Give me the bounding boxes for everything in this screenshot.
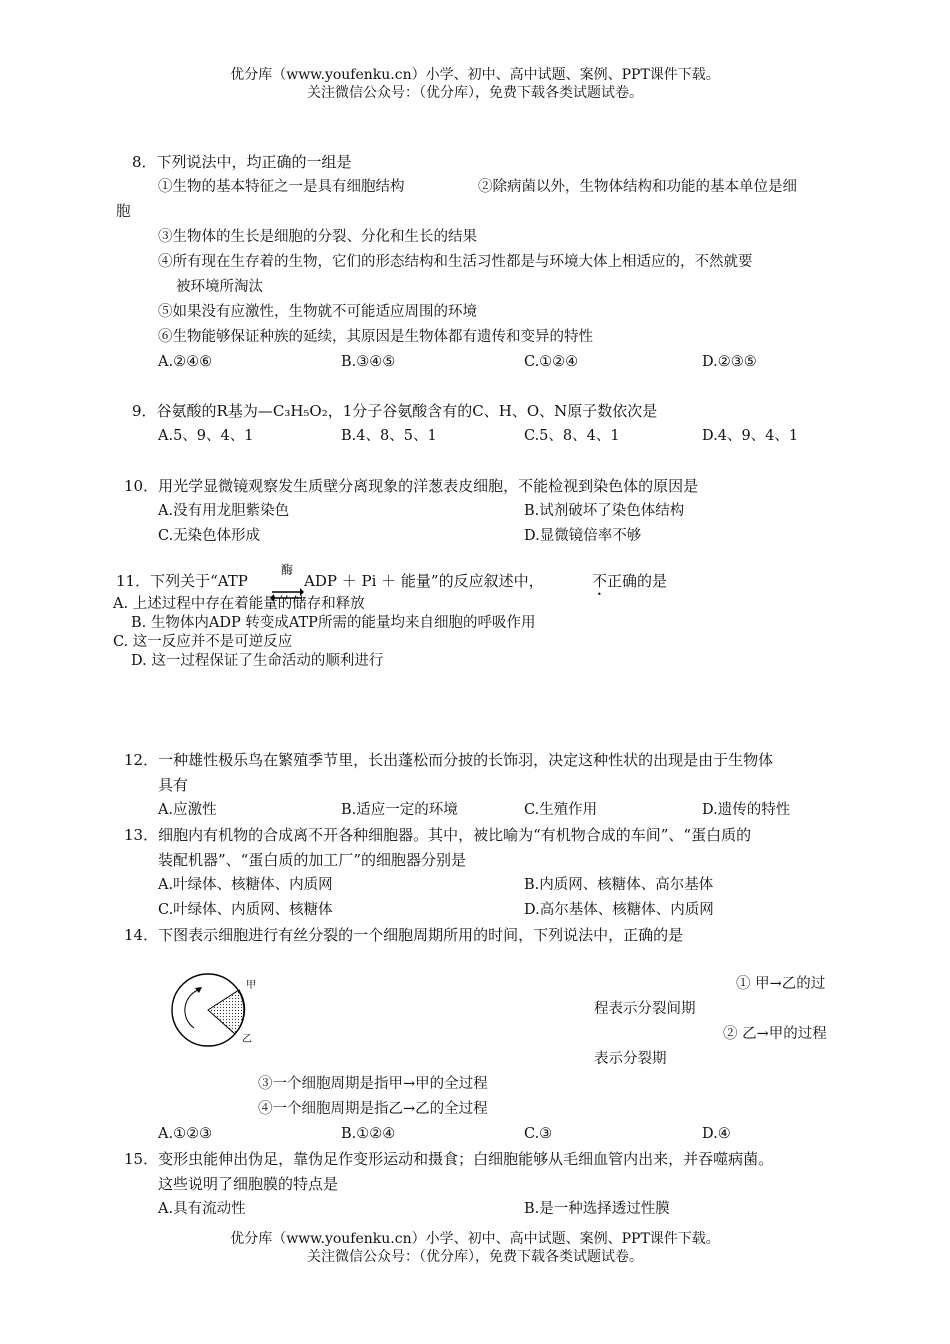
cell-cycle-diagram [168,970,268,1050]
label-jia: 甲 [246,980,256,991]
q8-statement-2: ②除病菌以外，生物体结构和功能的基本单位是细 [478,179,797,195]
q10-option-c: C.无染色体形成 [158,528,261,544]
q11-option-c: C. 这一反应并不是可逆反应 [113,634,293,650]
q13-option-d: D.高尔基体、核糖体、内质网 [524,902,714,918]
q14-option-a: A.①②③ [158,1126,213,1142]
q12-option-a: A.应激性 [158,802,217,818]
q9-option-d: D.4、9、4、1 [702,428,799,444]
header-line-1: 优分库（www.youfenku.cn）小学、初中、高中试题、案例、PPT课件下载。 [230,67,720,83]
q11-option-a: A. 上述过程中存在着能量的储存和释放 [113,596,365,612]
q9-option-b: B.4、8、5、1 [341,428,437,444]
q12-option-d: D.遗传的特性 [702,802,791,818]
q14-statement-1-cont: 程表示分裂间期 [594,1001,696,1017]
q10-option-b: B.试剂破坏了染色体结构 [524,503,685,519]
q9-option-c: C.5、8、4、1 [524,428,620,444]
q8-statement-4-cont: 被环境所淘汰 [176,279,263,295]
q14-statement-4: ④一个细胞周期是指乙→乙的全过程 [258,1101,488,1117]
q8-option-c: C.①②④ [524,354,579,370]
q14-statement-2: ② 乙→甲的过程 [723,1026,827,1042]
q11-stem-mid: ADP ＋ Pi ＋ 能量”的反应叙述中， [304,572,544,590]
q11-option-d: D. 这一过程保证了生命活动的顺利进行 [131,653,384,669]
q11-enzyme-label: 酶 [281,563,294,577]
q11-stem-post: 正确的是 [607,572,668,590]
q8-option-a: A.②④⑥ [158,354,213,370]
q14-option-b: B.①②④ [341,1126,396,1142]
q8-statement-1: ①生物的基本特征之一是具有细胞结构 [158,179,405,195]
q13-option-c: C.叶绿体、内质网、核糖体 [158,902,333,918]
q10-option-d: D.显微镜倍率不够 [524,528,642,544]
q8-option-b: B.③④⑤ [341,354,396,370]
q14-statement-1: ① 甲→乙的过 [736,976,826,992]
q9-stem: 9．谷氨酸的R基为—C₃H₅O₂，1分子谷氨酸含有的C、H、O、N原子数依次是 [132,402,658,420]
q8-option-d: D.②③⑤ [702,354,757,370]
q8-statement-4: ④所有现在生存着的生物，它们的形态结构和生活习性都是与环境大体上相适应的，不然就要 [158,254,753,270]
q14-option-c: C.③ [524,1126,553,1142]
q9-option-a: A.5、9、4、1 [158,428,254,444]
q14-statement-2-cont: 表示分裂期 [594,1051,667,1067]
q14-option-d: D.④ [702,1126,731,1142]
q15-option-a: A.具有流动性 [158,1201,246,1217]
q11-option-b: B. 生物体内ADP 转变成ATP所需的能量均来自细胞的呼吸作用 [131,615,536,631]
q12-option-c: C.生殖作用 [524,802,598,818]
q13-option-b: B.内质网、核糖体、高尔基体 [524,877,714,893]
footer-line-1: 优分库（www.youfenku.cn）小学、初中、高中试题、案例、PPT课件下载。 [230,1231,720,1247]
q15-stem: 15．变形虫能伸出伪足，靠伪足作变形运动和摄食；白细胞能够从毛细血管内出来，并吞噬病菌。 [124,1150,774,1168]
footer-line-2: 关注微信公众号：（优分库），免费下载各类试题试卷。 [307,1249,643,1265]
q12-stem-cont: 具有 [158,776,189,794]
q8-stem: 8．下列说法中，均正确的一组是 [132,153,352,171]
q14-statement-3: ③一个细胞周期是指甲→甲的全过程 [258,1076,488,1092]
q15-stem-cont: 这些说明了细胞膜的特点是 [158,1175,339,1193]
q12-option-b: B.适应一定的环境 [341,802,458,818]
q14-stem: 14．下图表示细胞进行有丝分裂的一个细胞周期所用的时间，下列说法中，正确的是 [124,926,684,944]
q13-stem: 13．细胞内有机物的合成离不开各种细胞器。其中，被比喻为“有机物合成的车间”、“蛋白质的 [124,826,752,844]
q15-option-b: B.是一种选择透过性膜 [524,1201,670,1217]
header-line-2: 关注微信公众号：（优分库），免费下载各类试题试卷。 [307,85,643,101]
q11-emphasis-not: 不 [592,572,608,590]
q8-statement-6: ⑥生物能够保证种族的延续，其原因是生物体都有遗传和变异的特性 [158,329,593,345]
q10-stem: 10．用光学显微镜观察发生质壁分离现象的洋葱表皮细胞，不能检视到染色体的原因是 [124,477,699,495]
q8-statement-2-cont: 胞 [116,204,131,220]
q13-option-a: A.叶绿体、核糖体、内质网 [158,877,333,893]
q8-statement-3: ③生物体的生长是细胞的分裂、分化和生长的结果 [158,229,477,245]
q12-stem: 12．一种雄性极乐鸟在繁殖季节里，长出蓬松而分披的长饰羽，决定这种性状的出现是由于生物体 [124,751,774,769]
label-yi: 乙 [242,1034,252,1045]
q8-statement-5: ⑤如果没有应激性，生物就不可能适应周围的环境 [158,304,477,320]
q11-stem-pre: 11．下列关于“ATP [116,572,248,590]
q13-stem-cont: 装配机器”、“蛋白质的加工厂”的细胞器分别是 [158,851,467,869]
q10-option-a: A.没有用龙胆紫染色 [158,503,290,519]
